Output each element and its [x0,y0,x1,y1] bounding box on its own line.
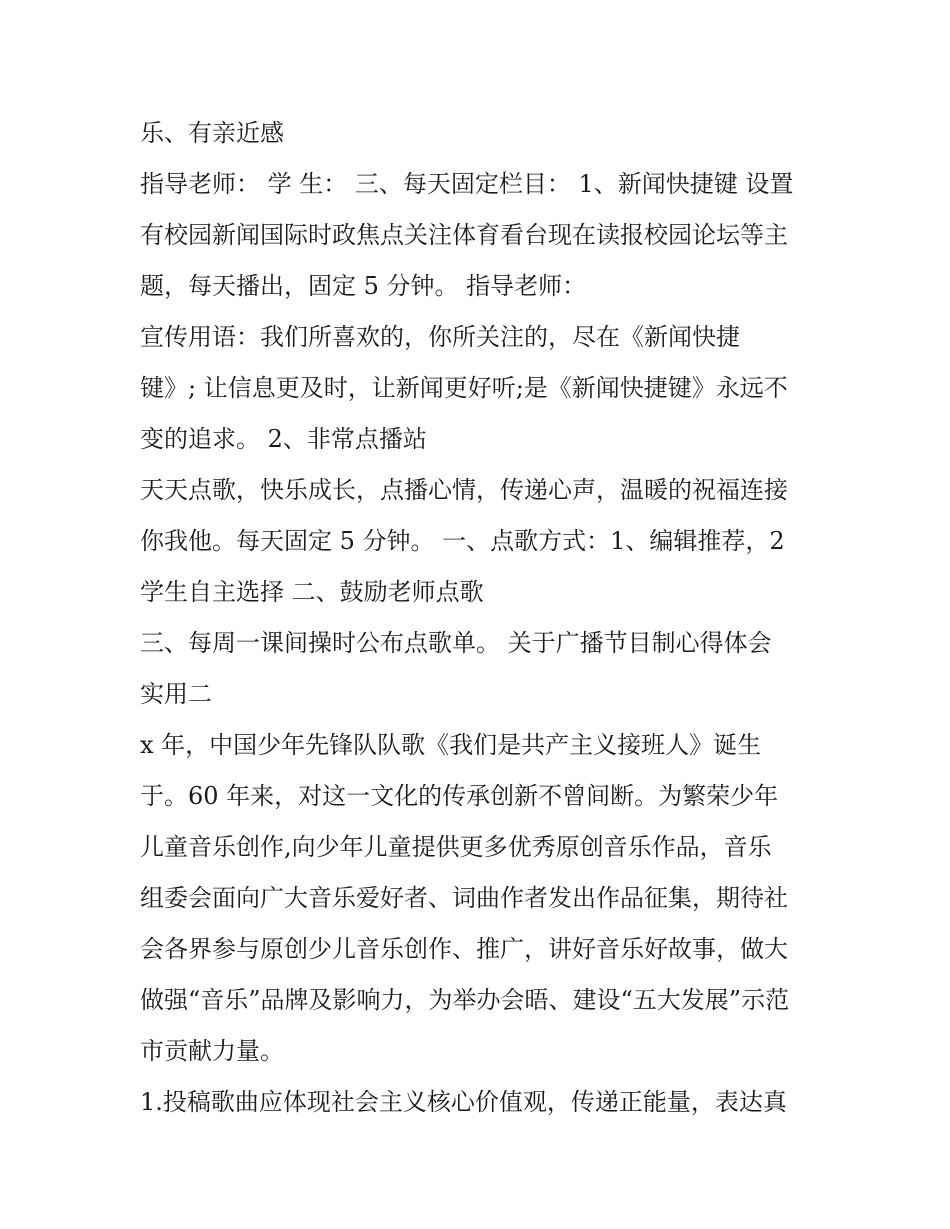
text-line: 实用二 [140,680,212,708]
text-line: 做强“音乐”品牌及影响力，为举办会晤、建设“五大发展”示范 [140,986,790,1014]
text-line: 三、每周一课间操时公布点歌单。 关于广播节目制心得体会 [140,629,772,657]
document-body [140,108,820,1128]
text-line: 你我他。每天固定 5 分钟。 一、点歌方式：1、编辑推荐，2 [140,527,785,555]
text-line: 键》; 让信息更及时，让新闻更好听;是《新闻快捷键》永远不 [140,374,788,402]
text-line: 指导老师： 学 生： 三、每天固定栏目： 1、新闻快捷键 设置 [140,170,794,198]
text-line: 天天点歌，快乐成长，点播心情，传递心声，温暖的祝福连接 [140,476,788,504]
text-line: 学生自主选择 二、鼓励老师点歌 [140,578,484,606]
text-line: 宣传用语：我们所喜欢的，你所关注的，尽在《新闻快捷 [140,323,740,351]
text-line: 题，每天播出，固定 5 分钟。 指导老师： [140,272,587,300]
text-line: 1.投稿歌曲应体现社会主义核心价值观，传递正能量，表达真 [140,1088,787,1116]
text-line: 市贡献力量。 [140,1037,284,1065]
text-line: 有校园新闻国际时政焦点关注体育看台现在读报校园论坛等主 [140,221,788,249]
text-line: 会各界参与原创少儿音乐创作、推广，讲好音乐好故事，做大 [140,935,788,963]
text-line: 乐、有亲近感 [140,119,284,147]
text-line: x 年，中国少年先锋队队歌《我们是共产主义接班人》诞生 [140,731,762,759]
text-line: 组委会面向广大音乐爱好者、词曲作者发出作品征集，期待社 [140,884,788,912]
text-line: 儿童音乐创作,向少年儿童提供更多优秀原创音乐作品，音乐 [140,833,772,861]
text-line: 于。60 年来，对这一文化的传承创新不曾间断。为繁荣少年 [140,782,779,810]
text-line: 变的追求。 2、非常点播站 [140,425,427,453]
